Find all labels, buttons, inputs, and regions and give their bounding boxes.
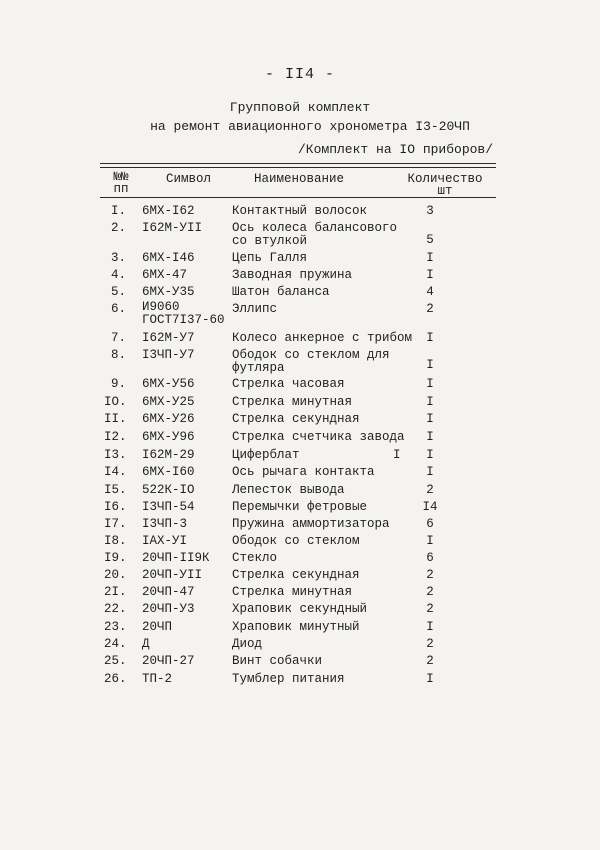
row-quantity: 2 bbox=[426, 637, 434, 651]
row-symbol: 20ЧП-У3 bbox=[142, 602, 195, 616]
row-quantity: I4 bbox=[422, 500, 438, 514]
row-symbol: 20ЧП-47 bbox=[142, 585, 195, 599]
row-quantity: 2 bbox=[426, 654, 434, 668]
row-symbol: 20ЧП-II9К bbox=[142, 551, 210, 565]
row-name: Стрелка секундная bbox=[232, 568, 360, 582]
row-symbol: 6МХ-У96 bbox=[142, 430, 195, 444]
column-header-number: №№ пп bbox=[113, 170, 129, 196]
row-symbol: 6МХ-47 bbox=[142, 268, 188, 282]
column-header-symbol: Символ bbox=[166, 172, 212, 186]
row-quantity: I bbox=[426, 448, 434, 462]
row-quantity: I bbox=[426, 430, 434, 444]
row-number: 3. bbox=[110, 251, 126, 265]
row-number: 2. bbox=[110, 221, 126, 235]
row-quantity: 3 bbox=[426, 204, 434, 218]
row-number: I. bbox=[110, 204, 126, 218]
row-name: Ось рычага контакта bbox=[232, 465, 375, 479]
row-name: Колесо анкерное с трибом bbox=[232, 331, 413, 345]
row-number: 8. bbox=[110, 348, 126, 362]
row-quantity: I bbox=[426, 620, 434, 634]
row-symbol: I62М-УII bbox=[142, 221, 203, 235]
table-top-rule-second bbox=[100, 167, 496, 168]
row-extra-mark: I bbox=[393, 448, 401, 462]
row-number: I3. bbox=[104, 448, 127, 462]
row-number: 22. bbox=[104, 602, 127, 616]
row-name: Шатон баланса bbox=[232, 285, 330, 299]
row-symbol: I62М-У7 bbox=[142, 331, 195, 345]
row-number: I9. bbox=[104, 551, 127, 565]
row-name: Заводная пружина bbox=[232, 268, 353, 282]
row-symbol: 6МХ-У26 bbox=[142, 412, 195, 426]
row-quantity: 5 bbox=[426, 233, 434, 247]
row-quantity: 2 bbox=[426, 483, 434, 497]
row-symbol: I62М-29 bbox=[142, 448, 195, 462]
row-symbol: 20ЧП bbox=[142, 620, 173, 634]
row-name: Стрелка минутная bbox=[232, 395, 353, 409]
row-number: I4. bbox=[104, 465, 127, 479]
row-name: Винт собачки bbox=[232, 654, 323, 668]
row-number: I7. bbox=[104, 517, 127, 531]
row-name: Пружина аммортизатора bbox=[232, 517, 390, 531]
row-number: 23. bbox=[104, 620, 127, 634]
row-symbol: IАХ-УI bbox=[142, 534, 188, 548]
row-quantity: I bbox=[426, 268, 434, 282]
row-number: I6. bbox=[104, 500, 127, 514]
row-symbol: 522К-IO bbox=[142, 483, 195, 497]
row-symbol: 6МХ-У56 bbox=[142, 377, 195, 391]
row-number: 7. bbox=[110, 331, 126, 345]
row-number: 2I. bbox=[104, 585, 127, 599]
row-quantity: 6 bbox=[426, 551, 434, 565]
row-symbol: 6МХ-I62 bbox=[142, 204, 195, 218]
row-symbol: I3ЧП-3 bbox=[142, 517, 188, 531]
row-quantity: 2 bbox=[426, 302, 434, 316]
row-symbol: 6МХ-У25 bbox=[142, 395, 195, 409]
page-number: - II4 - bbox=[264, 66, 335, 83]
row-name: Лепесток вывода bbox=[232, 483, 345, 497]
row-quantity: I bbox=[426, 395, 434, 409]
row-name: Циферблат bbox=[232, 448, 300, 462]
row-number: 6. bbox=[110, 302, 126, 316]
row-number: 5. bbox=[110, 285, 126, 299]
row-name: Цепь Галля bbox=[232, 251, 308, 265]
row-number: 24. bbox=[104, 637, 127, 651]
row-number: II. bbox=[104, 412, 127, 426]
row-quantity: 4 bbox=[426, 285, 434, 299]
row-symbol: И9060 ГОСТ7I37-60 bbox=[142, 300, 225, 327]
row-name: Стрелка минутная bbox=[232, 585, 353, 599]
document-title: Групповой комплект bbox=[229, 100, 371, 115]
row-number: 25. bbox=[104, 654, 127, 668]
row-name: Контактный волосок bbox=[232, 204, 368, 218]
row-name: Диод bbox=[232, 637, 263, 651]
row-name: Тумблер питания bbox=[232, 672, 345, 686]
row-symbol: ТП-2 bbox=[142, 672, 173, 686]
row-symbol: 6МХ-У35 bbox=[142, 285, 195, 299]
row-number: 9. bbox=[110, 377, 126, 391]
row-name: Храповик минутный bbox=[232, 620, 360, 634]
row-quantity: 2 bbox=[426, 602, 434, 616]
row-name: Храповик секундный bbox=[232, 602, 368, 616]
row-name: Стрелка часовая bbox=[232, 377, 345, 391]
row-name: Стрелка счетчика завода bbox=[232, 430, 405, 444]
row-name: Стекло bbox=[232, 551, 278, 565]
row-quantity: I bbox=[426, 251, 434, 265]
row-quantity: I bbox=[426, 465, 434, 479]
row-number: I2. bbox=[104, 430, 127, 444]
row-name: Ободок со стеклом для футляра bbox=[232, 348, 390, 375]
table-header-rule bbox=[100, 197, 496, 198]
row-symbol: I3ЧП-У7 bbox=[142, 348, 195, 362]
row-name: Ось колеса балансового со втулкой bbox=[232, 221, 398, 248]
row-quantity: I bbox=[426, 672, 434, 686]
row-name: Перемычки фетровые bbox=[232, 500, 368, 514]
row-number: I5. bbox=[104, 483, 127, 497]
row-number: 26. bbox=[104, 672, 127, 686]
row-quantity: 6 bbox=[426, 517, 434, 531]
document-subtitle: /Комплект на IO приборов/ bbox=[298, 142, 494, 157]
row-quantity: I bbox=[426, 358, 434, 372]
row-symbol: 20ЧП-27 bbox=[142, 654, 195, 668]
document-title-line2: на ремонт авиационного хронометра I3-20ЧП bbox=[150, 119, 470, 134]
table-top-rule bbox=[100, 163, 496, 164]
row-symbol: I3ЧП-54 bbox=[142, 500, 195, 514]
row-symbol: 6МХ-I46 bbox=[142, 251, 195, 265]
row-quantity: 2 bbox=[426, 568, 434, 582]
row-quantity: I bbox=[426, 534, 434, 548]
row-quantity: I bbox=[426, 377, 434, 391]
row-quantity: I bbox=[426, 331, 434, 345]
column-header-quantity: Количество шт bbox=[407, 172, 483, 198]
row-symbol: 6МХ-I60 bbox=[142, 465, 195, 479]
row-name: Стрелка секундная bbox=[232, 412, 360, 426]
row-name: Эллипс bbox=[232, 302, 278, 316]
row-number: IO. bbox=[104, 395, 127, 409]
row-quantity: 2 bbox=[426, 585, 434, 599]
row-number: 4. bbox=[110, 268, 126, 282]
row-name: Ободок со стеклом bbox=[232, 534, 360, 548]
row-quantity: I bbox=[426, 412, 434, 426]
row-number: 20. bbox=[104, 568, 127, 582]
row-number: I8. bbox=[104, 534, 127, 548]
column-header-name: Наименование bbox=[254, 172, 345, 186]
row-symbol: Д bbox=[142, 637, 150, 651]
row-symbol: 20ЧП-УII bbox=[142, 568, 203, 582]
